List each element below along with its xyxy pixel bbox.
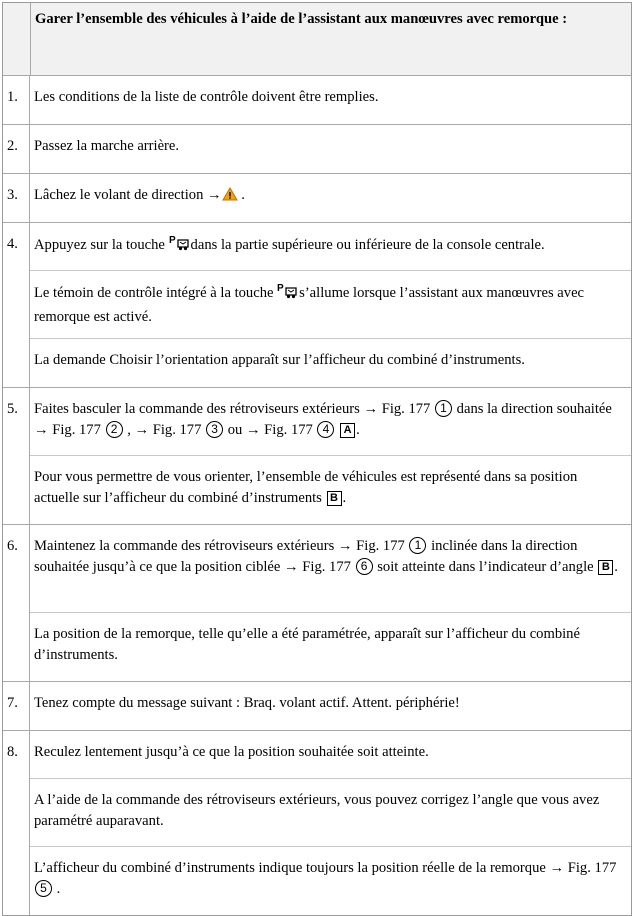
instruction-text: [34, 76, 378, 108]
instruction-text: [34, 731, 429, 763]
text-span: La position de la remorque, telle qu’elle a été paramétrée, apparaît sur l’afficheur du combiné d’instruments.: [34, 626, 580, 663]
figure-callout-number: 3: [206, 421, 223, 438]
step-number: 3.: [3, 174, 30, 222]
instruction-text: [34, 339, 525, 371]
step-row: [3, 525, 631, 682]
step-instruction-cell: [30, 456, 631, 524]
figure-panel-letter: A: [340, 423, 355, 438]
step-instruction-cell: [30, 525, 631, 613]
instruction-text: [34, 125, 179, 157]
park-assist-button-icon: [277, 282, 299, 307]
step-row: [3, 223, 631, 388]
instruction-text: [34, 682, 460, 714]
step-cells: [30, 731, 631, 915]
step-instruction-cell: [30, 731, 631, 779]
text-span: [335, 422, 339, 438]
steps-body: [3, 76, 631, 915]
instruction-text: [34, 847, 625, 899]
figure-callout-number: 1: [409, 537, 426, 554]
step-row: [3, 76, 631, 125]
step-number: 1.: [3, 76, 30, 124]
step-row: [3, 682, 631, 731]
step-instruction-cell: [30, 339, 631, 387]
figure-panel-letter: B: [327, 491, 342, 506]
figure-callout-number: 1: [435, 400, 452, 417]
text-span: La demande Choisir l’orientation apparaît sur l’afficheur du combiné d’instruments.: [34, 352, 525, 368]
park-assist-button-icon: [169, 234, 191, 259]
step-cells: [30, 525, 631, 681]
step-cells: [30, 125, 631, 173]
svg-text:P: P: [168, 235, 176, 246]
text-span: dans la direction souhaitée → Fig. 177: [34, 401, 612, 438]
step-number: 4.: [3, 223, 30, 387]
step-instruction-cell: [30, 223, 631, 271]
instruction-text: [34, 174, 245, 208]
step-number: 8.: [3, 731, 30, 915]
step-row: [3, 125, 631, 174]
table-header: [3, 3, 631, 76]
figure-callout-number: 6: [356, 558, 373, 575]
text-span: .: [237, 187, 245, 203]
text-span: ou → Fig. 177: [224, 421, 317, 438]
text-span: Reculez lentement jusqu’à ce que la position souhaitée soit atteinte.: [34, 744, 429, 760]
figure-callout-number: 4: [317, 421, 334, 438]
text-span: Appuyez sur la touche: [34, 237, 169, 253]
step-number: 7.: [3, 682, 30, 730]
step-number: 2.: [3, 125, 30, 173]
text-span: .: [342, 489, 347, 506]
text-span: .: [53, 880, 61, 897]
figure-panel-letter: B: [598, 560, 613, 575]
figure-callout-number: 2: [106, 421, 123, 438]
text-span: , → Fig. 177: [123, 421, 206, 438]
text-span: Le témoin de contrôle intégré à la touche: [34, 285, 278, 301]
step-instruction-cell: [30, 613, 631, 681]
text-span: L’afficheur du combiné d’instruments indique toujours la position réelle de la remorque → Fig. 177: [34, 860, 617, 876]
step-instruction-cell: [30, 388, 631, 456]
step-instruction-cell: [30, 682, 631, 730]
text-span: s’allume lorsque l’assistant aux manœuvres avec remorque est activé.: [34, 285, 585, 325]
text-span: .: [614, 558, 618, 575]
step-row: [3, 388, 631, 525]
text-span: Lâchez le volant de direction →: [34, 187, 222, 203]
text-span: .: [356, 421, 360, 438]
step-number: 5.: [3, 388, 30, 524]
step-number: 6.: [3, 525, 30, 681]
header-title: Garer l’ensemble des véhicules à l’aide de l’assistant aux manœuvres avec remorque :: [31, 3, 631, 75]
step-instruction-cell: [30, 125, 631, 173]
instruction-text: [34, 525, 625, 577]
text-span: A l’aide de la commande des rétroviseurs extérieurs, vous pouvez corrigez l’angle que vous avez paramétré auparavant.: [34, 792, 600, 829]
step-cells: [30, 76, 631, 124]
step-cells: [30, 174, 631, 222]
instruction-table: [2, 2, 632, 916]
step-instruction-cell: [30, 271, 631, 339]
text-span: Passez la marche arrière.: [34, 138, 180, 154]
step-cells: [30, 388, 631, 524]
step-cells: [30, 223, 631, 387]
instruction-text: [34, 388, 625, 440]
step-instruction-cell: [30, 76, 631, 124]
text-span: dans la partie supérieure ou inférieure de la console centrale.: [190, 237, 545, 253]
step-instruction-cell: [30, 779, 631, 847]
step-cells: [30, 682, 631, 730]
header-number-cell: [3, 3, 31, 75]
text-span: soit atteinte dans l’indicateur d’angle: [373, 558, 598, 575]
text-span: Pour vous permettre de vous orienter, l’ensemble de véhicules est représenté dans sa position actuelle sur l’afficheur du combiné d’instruments: [34, 469, 578, 506]
warning-triangle-icon: [222, 187, 238, 208]
instruction-text: [34, 223, 545, 259]
step-instruction-cell: [30, 847, 631, 915]
instruction-text: [34, 271, 625, 327]
step-row: [3, 731, 631, 915]
figure-callout-number: 5: [35, 880, 52, 897]
instruction-text: [34, 779, 625, 831]
text-span: Tenez compte du message suivant : Braq. volant actif. Attent. périphérie!: [34, 695, 460, 711]
text-span: inclinée dans la direction souhaitée jusqu’à ce que la position ciblée → Fig. 177: [34, 538, 578, 575]
instruction-text: [34, 456, 625, 508]
instruction-text: [34, 613, 625, 665]
text-span: Maintenez la commande des rétroviseurs extérieurs → Fig. 177: [34, 538, 409, 554]
step-row: [3, 174, 631, 223]
text-span: Faites basculer la commande des rétroviseurs extérieurs → Fig. 177: [34, 401, 435, 417]
text-span: Les conditions de la liste de contrôle doivent être remplies.: [34, 89, 379, 105]
svg-text:P: P: [277, 283, 284, 294]
step-instruction-cell: [30, 174, 631, 222]
